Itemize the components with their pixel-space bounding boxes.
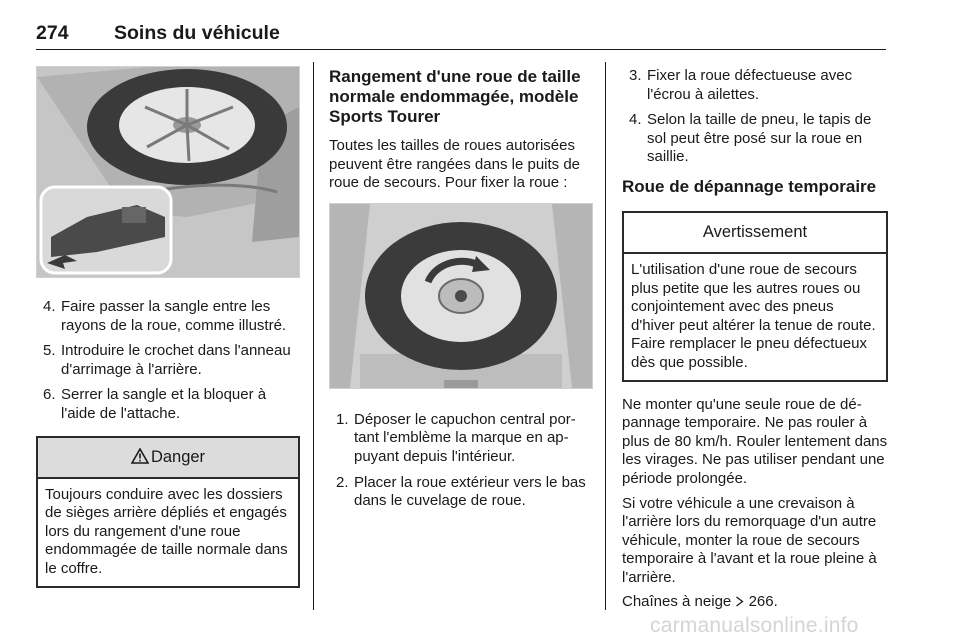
warning-box (622, 211, 888, 382)
steps-list-1-2 (329, 411, 593, 511)
chapter-title: Soins du véhicule (114, 22, 280, 44)
spare-wheel-well-figure (329, 203, 593, 389)
crossref-page-link[interactable]: 266. (748, 593, 778, 611)
list-item: 2. Placer la roue extérieur vers le bas dans le cuvelage de roue. (336, 473, 586, 510)
steps-list-4-6 (36, 298, 300, 424)
section-title-temporary-spare: Roue de dépannage temporaire (622, 176, 877, 196)
list-item: 4. Selon la taille de pneu, le tapis de sol peut être posé sur la roue en saillie. (629, 111, 872, 166)
middle-column (329, 67, 593, 518)
intro-paragraph: Toutes les tailles de roues autorisées peuvent être rangées dans le puits de roue de secours. Pour fixer la roue : (329, 137, 581, 192)
paragraph: Si votre véhicule a une crevaison à l'arrière lors du remorquage d'un autre véhicule, monter la roue de secours temporaire à l'avant et la roue pleine à l'arrière. (622, 494, 877, 586)
trunk-wheel-strap-figure (36, 66, 300, 278)
crossref-line (622, 593, 888, 612)
danger-box (36, 436, 300, 588)
page-header (36, 22, 280, 45)
warning-text: L'utilisation d'une roue de secours plus petite que les autres roues ou conjointement avec des pneus d'hiver peut altérer la tenue de route. Faire remplacer le pneu défectueux dès que possible. (631, 260, 876, 371)
page-reference-arrow-icon (735, 596, 744, 607)
warning-heading: Avertissement (624, 213, 886, 254)
list-item: 3. Fixer la roue défectueuse avec l'écrou à ailettes. (629, 67, 853, 103)
header-rule (36, 49, 886, 50)
list-item: 6. Serrer la sangle et la bloquer à l'aide de l'attache. (43, 386, 267, 422)
list-item: 4. Faire passer la sangle entre les rayons de la roue, comme illustré. (43, 298, 287, 334)
crossref-text: Chaînes à neige (622, 593, 732, 611)
paragraph: Ne monter qu'une seule roue de dépannage temporaire. Ne pas rouler à plus de 80 km/h. Rouler lentement dans les virages. Ne pas utiliser pendant une période prolongée. (622, 395, 888, 487)
page-number: 274 (36, 22, 69, 44)
section-title-sports-tourer: Rangement d'une roue de taille normale endommagée, modèle Sports Tourer (329, 67, 581, 126)
left-column (36, 66, 300, 588)
right-column (622, 67, 888, 618)
list-item: 1. Déposer le capuchon central portant l'emblème la marque en appuyant depuis l'intérieur. (336, 410, 576, 465)
watermark: carmanualsonline.info (650, 614, 859, 637)
column-divider-right (605, 62, 606, 610)
steps-list-3-4 (622, 67, 888, 167)
danger-heading: Danger (38, 438, 298, 479)
column-divider-left (313, 62, 314, 610)
danger-text: Toujours conduire avec les dossiers de sièges arrière dépliés et engagés lors du rangement d'une roue endommagée de taille normale dans le coffre. (45, 485, 288, 577)
list-item: 5. Introduire le crochet dans l'anneau d'arrimage à l'arrière. (43, 342, 291, 378)
warning-triangle-icon (131, 448, 149, 464)
